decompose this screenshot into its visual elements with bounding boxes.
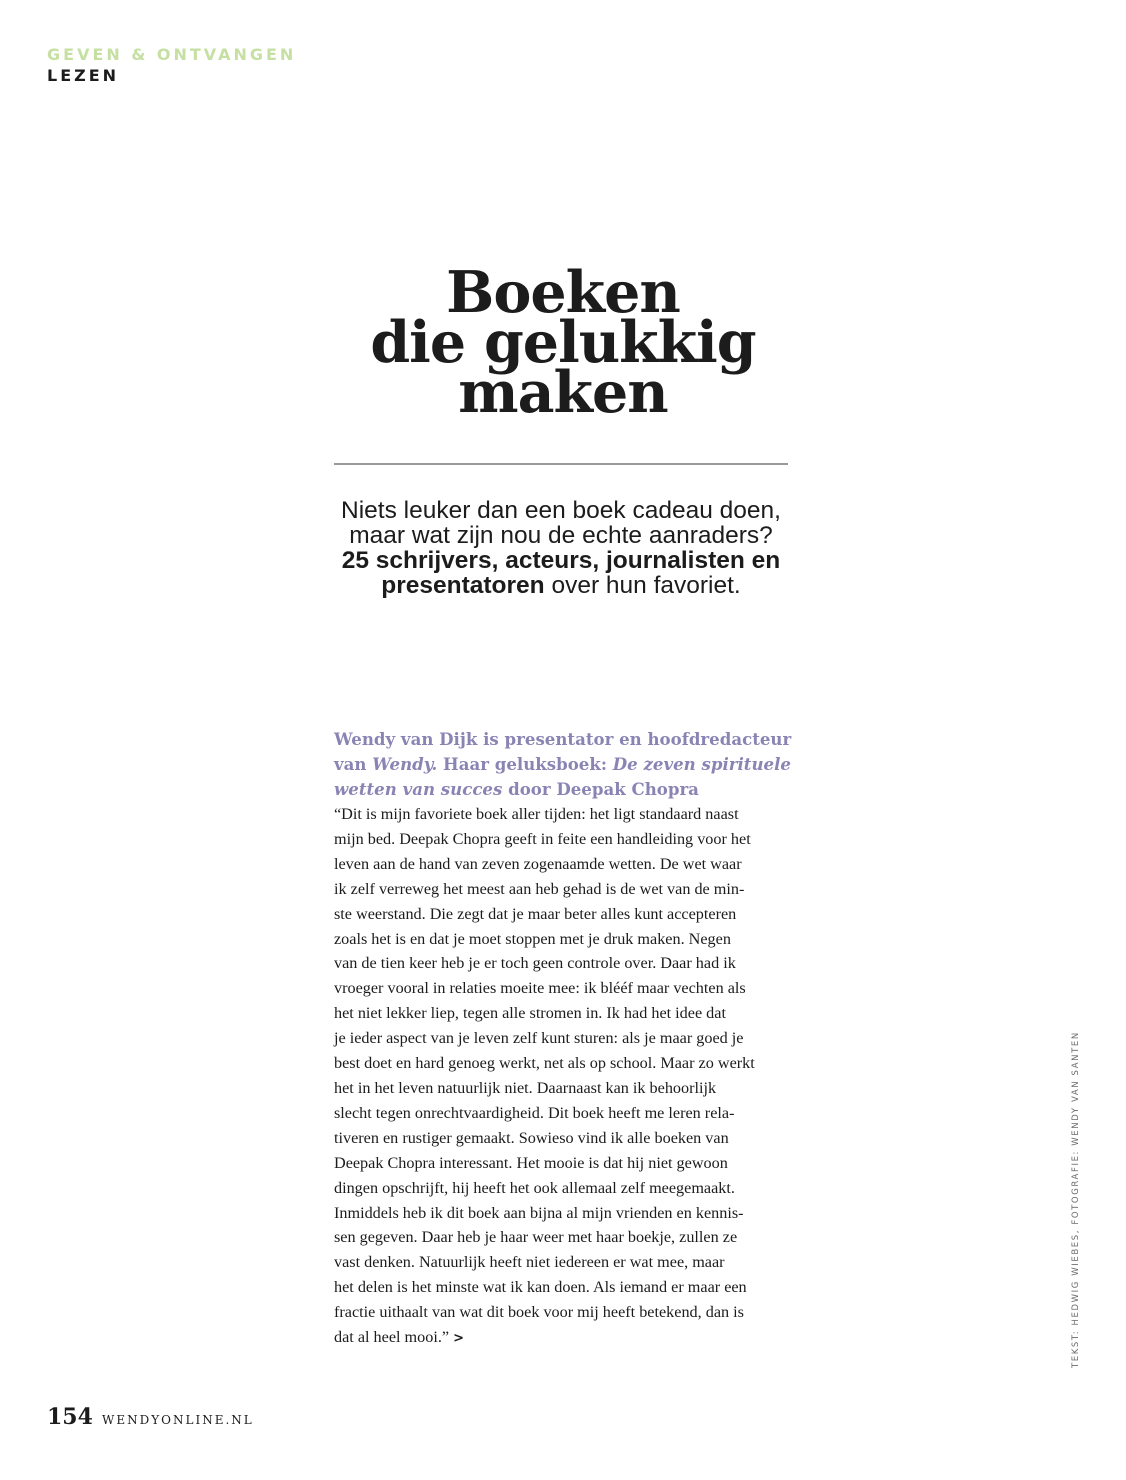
body-line: best doet en hard genoeg werkt, net als op school. Maar zo werkt [334, 1054, 755, 1073]
title-line: die gelukkig [370, 309, 756, 376]
lead-magazine-title: Wendy. [372, 754, 438, 774]
lead-book-title: De zeven spirituele wetten van succes [334, 754, 791, 799]
body-line: het delen is het minste wat ik kan doen. Als iemand er maar een [334, 1278, 747, 1297]
lead-text: Haar geluksboek: [437, 754, 613, 774]
body-line: zoals het is en dat je moet stoppen met je druk maken. Negen [334, 929, 731, 948]
intro-part-2: over hun favoriet. [551, 572, 741, 599]
title-line: maken [458, 359, 668, 426]
body-line: “Dit is mijn favoriete boek aller tijden: het ligt standaard naast [334, 805, 739, 823]
body-line-last [334, 1325, 794, 1352]
lead-text: Wendy van Dijk is presentator en hoofdredacteur van [334, 729, 792, 774]
intro-bold: 25 schrijvers, acteurs, journalisten en presentatoren [341, 547, 781, 599]
title-line: Boeken [446, 259, 680, 326]
intro-text [334, 498, 788, 598]
body-line: het in het leven natuurlijk niet. Daarnaast kan ik behoorlijk [334, 1078, 717, 1097]
page-footer [47, 1404, 254, 1430]
body-line: vast denken. Natuurlijk heeft niet iedereen er wat mee, maar [334, 1253, 725, 1272]
body-line: sen gegeven. Daar heb je haar weer met haar boekje, zullen ze [334, 1228, 738, 1247]
photo-credit: TEKST: HEDWIG WIEBES, FOTOGRAFIE: WENDY VAN SANTEN [1071, 1031, 1081, 1368]
body-line: dingen opschrijft, hij heeft het ook allemaal zelf meegemaakt. [334, 1178, 735, 1197]
page-title [263, 259, 863, 426]
body-line: het niet lekker liep, tegen alle stromen in. Ik had het idee dat [334, 1004, 726, 1023]
article-body [334, 802, 794, 1352]
body-line: je ieder aspect van je leven zelf kunt sturen: als je maar goed je [334, 1029, 744, 1048]
body-line: leven aan de hand van zeven zogenaamde wetten. De wet waar [334, 854, 742, 873]
lead-text: door Deepak Chopra [502, 779, 699, 799]
section-label: GEVEN & ONTVANGEN [47, 45, 297, 64]
body-line: Deepak Chopra interessant. Het mooie is dat hij niet gewoon [334, 1153, 728, 1172]
subsection-label: LEZEN [47, 66, 120, 85]
body-line: ste weerstand. Die zegt dat je maar beter alles kunt accepteren [334, 904, 737, 923]
section-kicker [47, 44, 296, 86]
body-line-text: dat al heel mooi.” [334, 1328, 450, 1347]
body-line: slecht tegen onrechtvaardigheid. Dit boek heeft me leren rela- [334, 1103, 735, 1122]
page-number: 154 [47, 1404, 93, 1430]
article-lead [334, 727, 794, 802]
continue-arrow-icon: > [453, 1331, 465, 1347]
body-line: mijn bed. Deepak Chopra geeft in feite een handleiding voor het [334, 829, 751, 848]
title-divider [334, 463, 788, 465]
intro-part-1: Niets leuker dan een boek cadeau doen, maar wat zijn nou de echte aanraders? [341, 497, 781, 549]
body-line: ik zelf verreweg het meest aan heb gehad is de wet van de min- [334, 879, 745, 898]
body-line: van de tien keer heb je er toch geen controle over. Daar had ik [334, 954, 736, 973]
body-line: vroeger vooral in relaties moeite mee: ik blééf maar vechten als [334, 979, 746, 998]
body-line: fractie uithaalt van wat dit boek voor mij heeft betekend, dan is [334, 1303, 744, 1322]
body-line: tiveren en rustiger gemaakt. Sowieso vind ik alle boeken van [334, 1128, 729, 1147]
body-line: Inmiddels heb ik dit boek aan bijna al mijn vrienden en kennis- [334, 1203, 744, 1222]
site-url: WENDYONLINE.NL [102, 1413, 254, 1427]
